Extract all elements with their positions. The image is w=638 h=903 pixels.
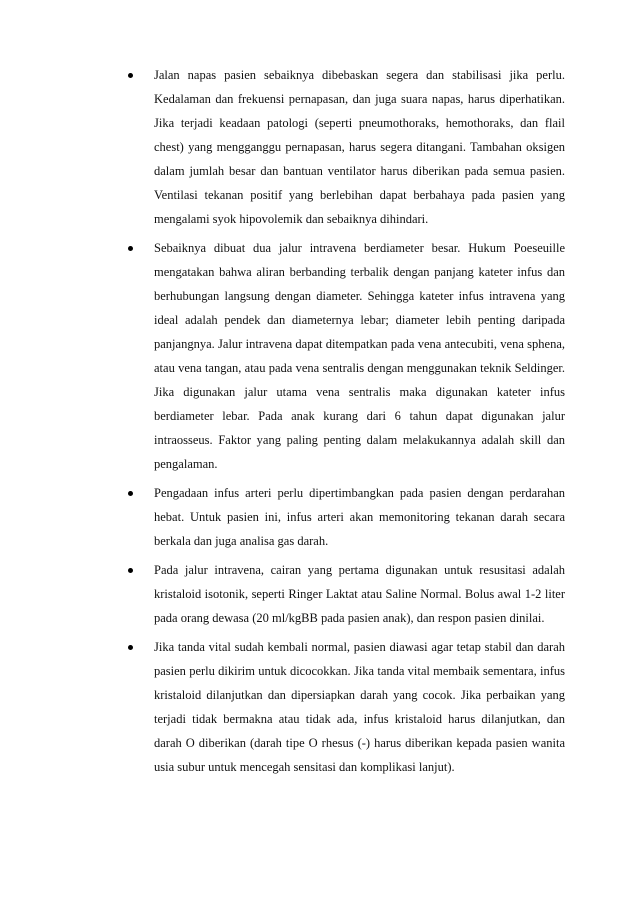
bullet-icon <box>124 236 136 260</box>
bullet-icon <box>124 63 136 87</box>
list-item <box>124 481 565 553</box>
list-item <box>124 236 565 476</box>
paragraph-text: Pada jalur intravena, cairan yang pertama digunakan untuk resusitasi adalah kristaloid isotonik, seperti Ringer Laktat atau Saline Normal. Bolus awal 1-2 liter pada orang dewasa (20 ml/kgBB pada pasien anak), dan respon pasien dinilai. <box>154 563 565 625</box>
bullet-icon <box>124 558 136 582</box>
paragraph-text: Jalan napas pasien sebaiknya dibebaskan segera dan stabilisasi jika perlu. Kedalaman dan frekuensi pernapasan, dan juga suara napas, harus diperhatikan. Jika terjadi keadaan patologi (seperti pneumothoraks, hemothoraks, dan flail chest) yang mengganggu pernapasan, harus segera ditangani. Tambahan oksigen dalam jumlah besar dan bantuan ventilator harus diberikan pada semua pasien. Ventilasi tekanan positif yang berlebihan dapat berbahaya pada pasien yang mengalami syok hipovolemik dan sebaiknya dihindari. <box>154 68 565 226</box>
list-item <box>124 558 565 630</box>
list-item <box>124 635 565 779</box>
bullet-icon <box>124 481 136 505</box>
bullet-list <box>124 63 565 784</box>
bullet-icon <box>124 635 136 659</box>
paragraph-text: Pengadaan infus arteri perlu dipertimbangkan pada pasien dengan perdarahan hebat. Untuk pasien ini, infus arteri akan memonitoring tekanan darah secara berkala dan juga analisa gas darah. <box>154 486 565 548</box>
list-item <box>124 63 565 231</box>
paragraph-text: Sebaiknya dibuat dua jalur intravena berdiameter besar. Hukum Poeseuille mengatakan bahwa aliran berbanding terbalik dengan panjang kateter infus dan berhubungan langsung dengan diameter. Sehingga kateter infus intravena yang ideal adalah pendek dan diameternya lebar; diameter lebih penting daripada panjangnya. Jalur intravena dapat ditempatkan pada vena antecubiti, vena sphena, atau vena tangan, atau pada vena sentralis dengan menggunakan teknik Seldinger. Jika digunakan jalur utama vena sentralis maka digunakan kateter infus berdiameter lebar. Pada anak kurang dari 6 tahun dapat digunakan jalur intraosseus. Faktor yang paling penting dalam melakukannya adalah skill dan pengalaman. <box>154 241 565 471</box>
paragraph-text: Jika tanda vital sudah kembali normal, pasien diawasi agar tetap stabil dan darah pasien perlu dikirim untuk dicocokkan. Jika tanda vital membaik sementara, infus kristaloid dilanjutkan dan dipersiapkan darah yang cocok. Jika perbaikan yang terjadi tidak bermakna atau tidak ada, infus kristaloid harus dilanjutkan, dan darah O diberikan (darah tipe O rhesus (-) harus diberikan kepada pasien wanita usia subur untuk mencegah sensitasi dan komplikasi lanjut). <box>154 640 565 774</box>
